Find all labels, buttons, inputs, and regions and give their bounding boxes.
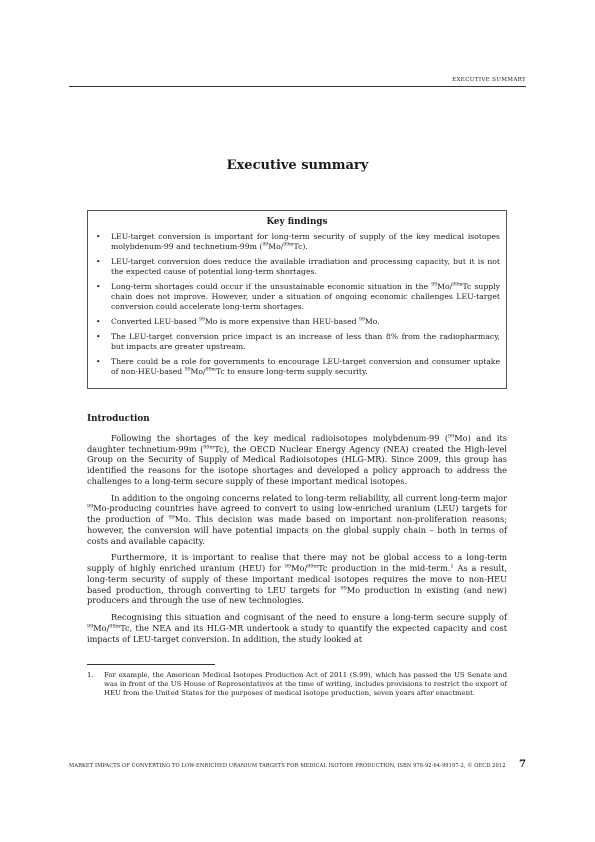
- bullet-icon: •: [96, 282, 101, 291]
- superscript: 99m: [283, 242, 294, 248]
- footer-citation: MARKET IMPACTS OF CONVERTING TO LOW-ENRICHED URANIUM TARGETS FOR MEDICAL ISOTOPE PRODUCTION, ISBN 978-92-64-99197-2, © OECD 2012: [69, 763, 506, 769]
- superscript: 99m: [203, 443, 215, 450]
- bullet-icon: •: [96, 317, 101, 327]
- bullet-icon: •: [96, 232, 101, 241]
- body-paragraph: Recognising this situation and cognisant of the need to ensure a long-term secure supply of $^{99}$Mo/$^{99m}$Tc, the NEA and its HLG-MR undertook a study to quantify the expected capacity and cost impacts of LEU-target conversion. In addition, the study looked at: [87, 612, 507, 644]
- page-title: Executive summary: [226, 158, 369, 173]
- introduction-body: [87, 433, 507, 650]
- key-finding-item: [94, 257, 500, 277]
- body-paragraph: Furthermore, it is important to realise that there may not be global access to a long-term supply of highly enriched uranium (HEU) for $^{99}$Mo/$^{99m}$Tc production in the mid-term.$^1$ As a result, long-term security of supply of these important medical isotopes requires the move to non-HEU based production, through converting to LEU targets for $^{99}$Mo production in existing (and new) producers and through the use of new technologies.: [87, 552, 507, 606]
- key-finding-text: Long-term shortages could occur if the unsustainable economic situation in the $^{99}$Mo/$^{99m}$Tc supply chain does not improve. However, under a situation of ongoing economic challenges LEU-target conversion could accelerate long-term shortages.: [111, 282, 500, 312]
- header-rule: [69, 86, 526, 87]
- superscript: 99: [168, 514, 175, 521]
- key-finding-text: LEU-target conversion does reduce the available irradiation and processing capacity, but it is not the expected cause of potential long-term shortages.: [111, 257, 500, 277]
- running-header: EXECUTIVE SUMMARY: [452, 77, 526, 83]
- key-finding-item: [94, 357, 500, 377]
- key-findings-box: [87, 210, 507, 389]
- key-finding-item: [94, 232, 500, 252]
- superscript: 99: [199, 317, 205, 323]
- superscript: 99: [284, 563, 292, 570]
- superscript: 99m: [109, 623, 121, 630]
- footnote-rule: [87, 664, 215, 665]
- superscript: 99: [448, 433, 455, 440]
- key-finding-text: Converted LEU-based $^{99}$Mo is more expensive than HEU-based $^{99}$Mo.: [111, 317, 380, 327]
- superscript: 99: [87, 623, 94, 630]
- superscript: 99: [184, 367, 191, 373]
- superscript: 99m: [205, 367, 216, 373]
- key-finding-item: [94, 317, 500, 327]
- superscript: 99m: [452, 282, 463, 288]
- introduction-heading: Introduction: [87, 414, 150, 424]
- key-findings-heading: Key findings: [266, 217, 328, 227]
- superscript: 99: [340, 584, 347, 591]
- superscript: 99m: [307, 563, 319, 570]
- key-finding-text: LEU-target conversion is important for long-term security of supply of the key medical isotopes molybdenum-99 and technetium-99m ($^{99}$Mo/$^{99m}$Tc).: [111, 232, 500, 252]
- key-findings-list: [94, 232, 500, 377]
- superscript: 99: [431, 282, 438, 288]
- footnote-number: 1.: [87, 671, 94, 679]
- key-finding-item: [94, 332, 500, 352]
- bullet-icon: •: [96, 332, 101, 341]
- key-finding-text: The LEU-target conversion price impact is an increase of less than 8% from the radiopharmacy, but impacts are greater upstream.: [111, 332, 500, 352]
- superscript: 99: [262, 242, 269, 248]
- page-number: 7: [519, 759, 526, 770]
- key-finding-text: There could be a role for governments to encourage LEU-target conversion and consumer uptake of non-HEU-based $^{99}$Mo/$^{99m}$Tc to ensure long-term supply security.: [111, 357, 500, 377]
- superscript: 1: [450, 563, 454, 570]
- superscript: 99: [359, 317, 365, 323]
- key-finding-item: [94, 282, 500, 313]
- bullet-icon: •: [96, 357, 101, 366]
- footnote-text: For example, the American Medical Isotopes Production Act of 2011 (S.99), which has passed the US Senate and was in front of the US House of Representatives at the time of writing, includes provisions to restrict the export of HEU from the United States for the purposes of medical isotope production, seven years after enactment.: [104, 671, 507, 697]
- footnote: [87, 671, 507, 698]
- bullet-icon: •: [96, 257, 101, 266]
- superscript: 99: [87, 503, 94, 510]
- body-paragraph: Following the shortages of the key medical radioisotopes molybdenum-99 ($^{99}$Mo) and its daughter technetium-99m ($^{99m}$Tc), the OECD Nuclear Energy Agency (NEA) created the High-level Group on the Security of Supply of Medical Radioisotopes (HLG-MR). Since 2009, this group has identified the reasons for the isotope shortages and developed a policy approach to address the challenges to a long-term secure supply of these important medical isotopes.: [87, 433, 508, 486]
- body-paragraph: In addition to the ongoing concerns related to long-term reliability, all current long-term major $^{99}$Mo-producing countries have agreed to convert to using low-enriched uranium (LEU) targets for the production of $^{99}$Mo. This decision was made based on important non-proliferation reasons; however, the conversion will have potential impacts on the global supply chain – both in terms of costs and available capacity.: [87, 492, 507, 546]
